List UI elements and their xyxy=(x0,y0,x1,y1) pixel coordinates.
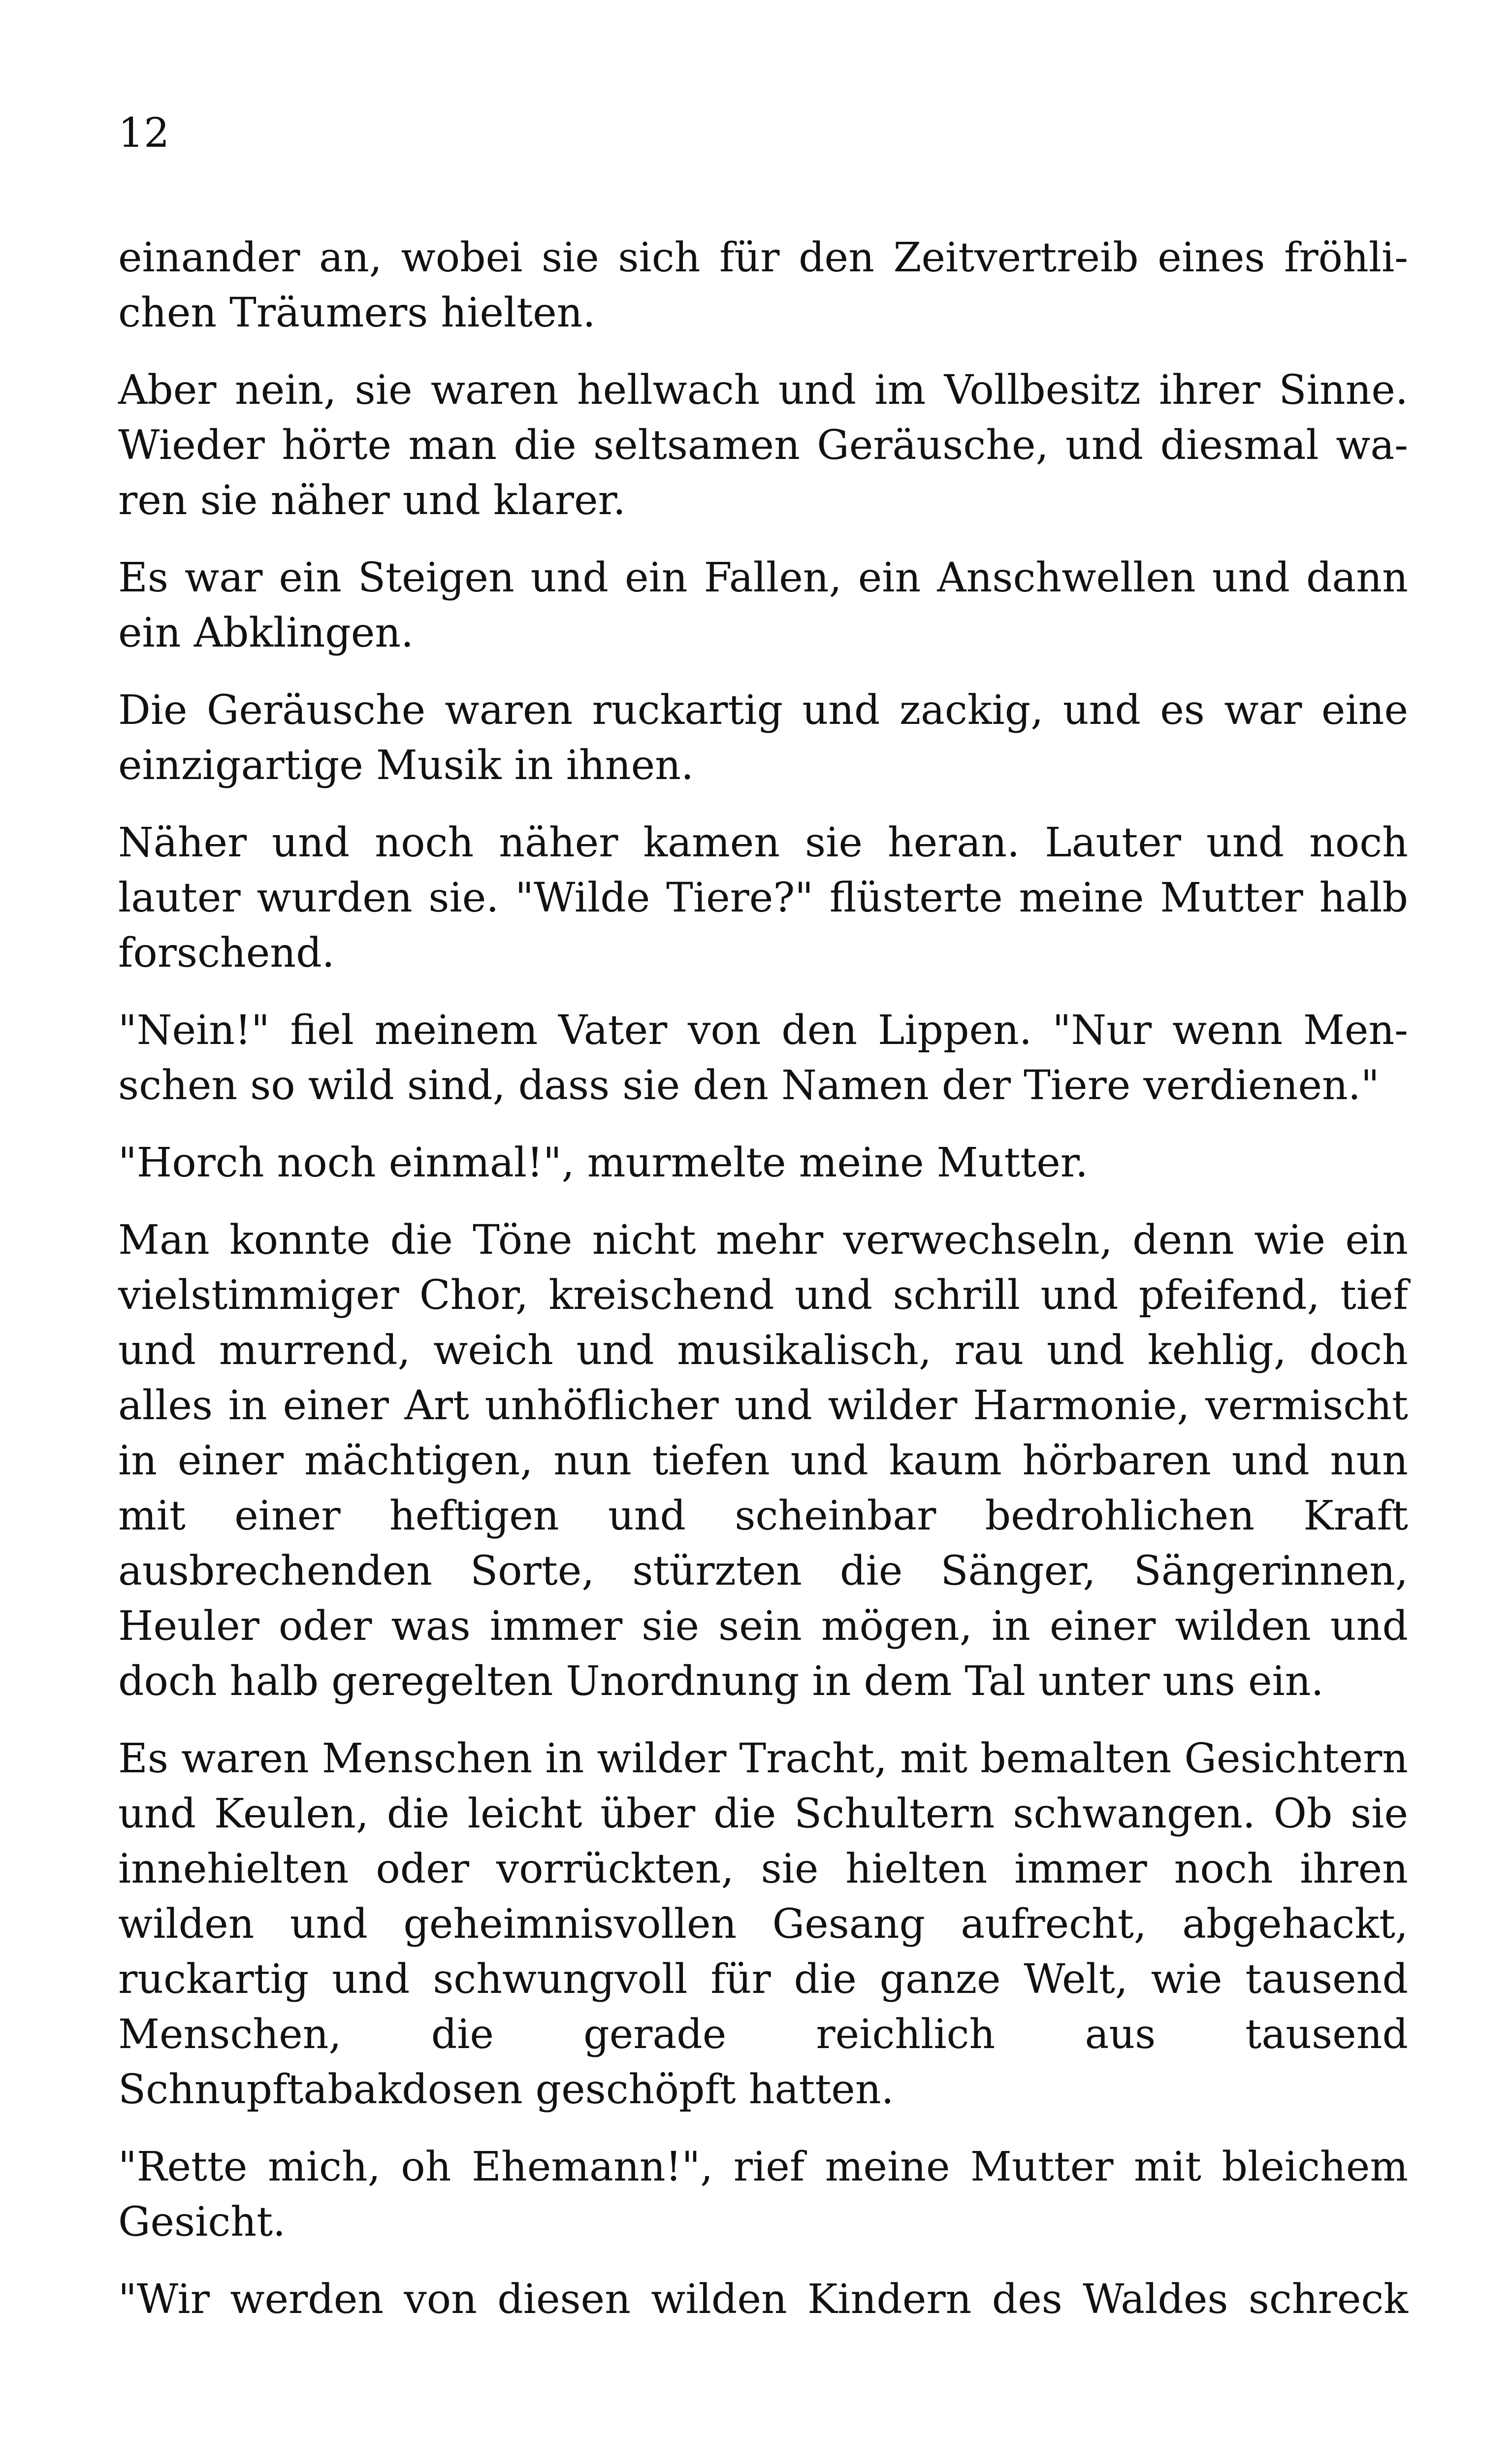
paragraph: Näher und noch näher kamen sie heran. Lauter und noch lauter wurden sie. "Wilde Tiere?" flüsterte meine Mutter halb forschend. xyxy=(118,819,1408,977)
paragraph: Aber nein, sie waren hellwach und im Vollbesitz ihrer Sinne. Wieder hörte man die seltsamen Geräusche, und diesmal waren sie näher und klarer. xyxy=(118,367,1408,524)
paragraph: "Rette mich, oh Ehemann!", rief meine Mutter mit bleichem Gesicht. xyxy=(118,2144,1408,2246)
body-text xyxy=(118,230,1408,2349)
paragraph: einander an, wobei sie sich für den Zeitvertreib eines fröhlichen Träumers hielten. xyxy=(118,234,1408,336)
page-number: 12 xyxy=(118,110,170,157)
paragraph: Die Geräusche waren ruckartig und zackig, und es war eine einzigartige Musik in ihnen. xyxy=(118,687,1408,789)
paragraph: "Horch noch einmal!", murmelte meine Mutter. xyxy=(118,1140,1089,1186)
paragraph: Man konnte die Töne nicht mehr verwechseln, denn wie ein vielstimmiger Chor, kreischend und schrill und pfeifend, tief und murrend, weich und musikalisch, rau und kehlig, doch alles in einer Art unhöflicher und wilder Harmonie, vermischt in einer mächtigen, nun tiefen und kaum hörbaren und nun mit einer heftigen und scheinbar bedrohlichen Kraft ausbrechenden Sorte, stürzten die Sänger, Sängerinnen, Heuler oder was immer sie sein mögen, in einer wilden und doch halb geregelten Unordnung in dem Tal unter uns ein. xyxy=(118,1217,1408,1705)
paragraph: Es war ein Steigen und ein Fallen, ein Anschwellen und dann ein Abklingen. xyxy=(118,554,1408,656)
paragraph: "Nein!" fiel meinem Vater von den Lippen. "Nur wenn Menschen so wild sind, dass sie den Namen der Tiere verdienen." xyxy=(118,1007,1408,1109)
paragraph: "Wir werden von diesen wilden Kindern des Waldes schreck xyxy=(118,2276,1408,2323)
paragraph: Es waren Menschen in wilder Tracht, mit bemalten Gesichtern und Keulen, die leicht über die Schultern schwangen. Ob sie innehielten oder vorrückten, sie hielten immer noch ihren wilden und geheimnisvollen Gesang aufrecht, abgehackt, ruckartig und schwungvoll für die ganze Welt, wie tausend Menschen, die gerade reichlich aus tausend Schnupftabakdosen geschöpft hatten. xyxy=(118,1735,1408,2113)
